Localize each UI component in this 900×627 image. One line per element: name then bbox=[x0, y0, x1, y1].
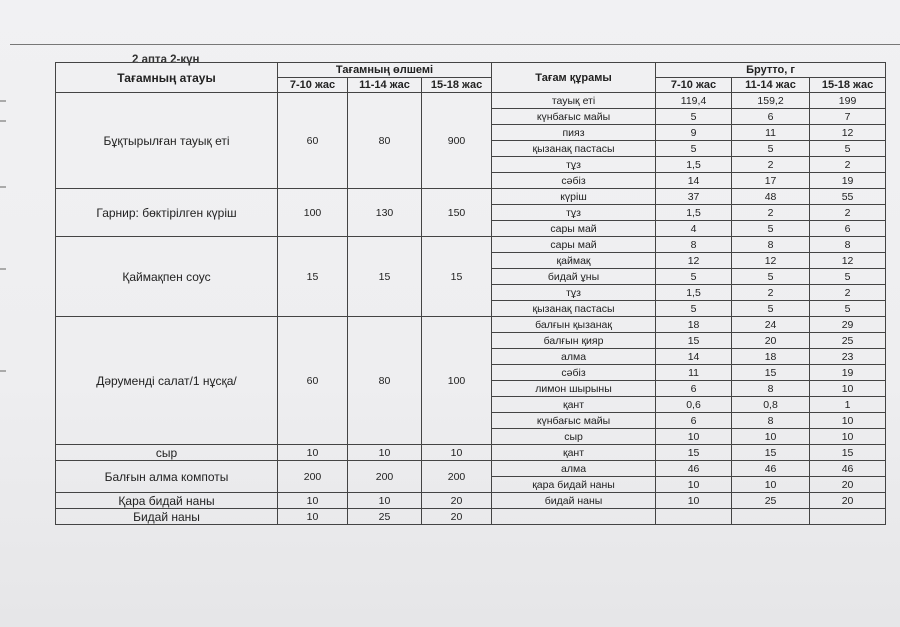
gross-value-cell: 119,4 bbox=[656, 93, 732, 109]
gross-value-cell: 15 bbox=[732, 445, 810, 461]
gross-value-cell: 8 bbox=[732, 413, 810, 429]
portion-cell: 100 bbox=[422, 317, 492, 445]
gross-value-cell: 9 bbox=[656, 125, 732, 141]
dish-name-cell: Бидай наны bbox=[56, 509, 278, 525]
gross-value-cell: 46 bbox=[732, 461, 810, 477]
ingredient-name-cell: алма bbox=[492, 349, 656, 365]
ingredient-name-cell: күріш bbox=[492, 189, 656, 205]
gross-value-cell: 10 bbox=[656, 493, 732, 509]
gross-value-cell: 10 bbox=[656, 477, 732, 493]
menu-table bbox=[55, 62, 886, 525]
dish-name-header: Тағамның атауы bbox=[56, 63, 278, 93]
gross-value-cell: 10 bbox=[810, 381, 886, 397]
gross-value-cell: 5 bbox=[656, 141, 732, 157]
gross-value-cell: 10 bbox=[810, 429, 886, 445]
gross-value-cell: 159,2 bbox=[732, 93, 810, 109]
portion-header: Тағамның өлшемі bbox=[278, 63, 492, 78]
gross-value-cell: 5 bbox=[732, 141, 810, 157]
gross-value-cell: 10 bbox=[810, 413, 886, 429]
portion-cell: 15 bbox=[422, 237, 492, 317]
gross-value-cell: 37 bbox=[656, 189, 732, 205]
gross-value-cell: 5 bbox=[810, 269, 886, 285]
gross-value-cell: 2 bbox=[810, 157, 886, 173]
gross-header: Брутто, г bbox=[656, 63, 886, 78]
ingredient-name-cell: қара бидай наны bbox=[492, 477, 656, 493]
gross-value-cell bbox=[810, 509, 886, 525]
gross-value-cell: 0,6 bbox=[656, 397, 732, 413]
ingredient-name-cell: сәбіз bbox=[492, 173, 656, 189]
gross-value-cell: 8 bbox=[732, 381, 810, 397]
dish-name-cell: Қара бидай наны bbox=[56, 493, 278, 509]
menu-table-wrapper bbox=[55, 62, 885, 525]
portion-cell: 200 bbox=[348, 461, 422, 493]
gross-value-cell: 18 bbox=[732, 349, 810, 365]
gross-value-cell: 14 bbox=[656, 349, 732, 365]
portion-cell: 200 bbox=[278, 461, 348, 493]
dish-name-cell: Дәруменді салат/1 нұсқа/ bbox=[56, 317, 278, 445]
gross-value-cell bbox=[732, 509, 810, 525]
portion-cell: 20 bbox=[422, 493, 492, 509]
gross-value-cell: 12 bbox=[810, 253, 886, 269]
ingredient-name-cell: күнбағыс майы bbox=[492, 109, 656, 125]
ingredient-name-cell: қант bbox=[492, 397, 656, 413]
ingredient-name-cell: сары май bbox=[492, 221, 656, 237]
ingredient-name-cell: сыр bbox=[492, 429, 656, 445]
gross-value-cell: 46 bbox=[810, 461, 886, 477]
gross-value-cell: 18 bbox=[656, 317, 732, 333]
gross-value-cell: 20 bbox=[810, 477, 886, 493]
gross-value-cell: 8 bbox=[656, 237, 732, 253]
gross-value-cell: 19 bbox=[810, 365, 886, 381]
portion-age-header: 7-10 жас bbox=[278, 78, 348, 93]
gross-value-cell: 55 bbox=[810, 189, 886, 205]
menu-table-body bbox=[56, 93, 886, 525]
ingredient-name-cell: бидай наны bbox=[492, 493, 656, 509]
gross-value-cell: 7 bbox=[810, 109, 886, 125]
gross-value-cell: 25 bbox=[732, 493, 810, 509]
gross-value-cell: 20 bbox=[810, 493, 886, 509]
portion-cell: 80 bbox=[348, 317, 422, 445]
gross-age-header: 11-14 жас bbox=[732, 78, 810, 93]
gross-value-cell: 5 bbox=[732, 221, 810, 237]
dish-name-cell: Гарнир: бөктірілген күріш bbox=[56, 189, 278, 237]
portion-cell: 20 bbox=[422, 509, 492, 525]
ingredient-name-cell: тауық еті bbox=[492, 93, 656, 109]
gross-value-cell: 1,5 bbox=[656, 205, 732, 221]
gross-value-cell: 2 bbox=[732, 157, 810, 173]
gross-value-cell: 6 bbox=[656, 381, 732, 397]
gross-value-cell: 5 bbox=[810, 301, 886, 317]
gross-value-cell: 19 bbox=[810, 173, 886, 189]
gross-value-cell: 25 bbox=[810, 333, 886, 349]
portion-cell: 15 bbox=[348, 237, 422, 317]
table-row bbox=[56, 461, 886, 477]
gross-value-cell: 5 bbox=[732, 301, 810, 317]
gross-value-cell: 1,5 bbox=[656, 285, 732, 301]
ingredient-name-cell: қызанақ пастасы bbox=[492, 141, 656, 157]
gross-value-cell: 15 bbox=[656, 333, 732, 349]
gross-value-cell: 5 bbox=[656, 269, 732, 285]
ingredient-name-cell: қаймақ bbox=[492, 253, 656, 269]
table-row bbox=[56, 189, 886, 205]
ingredient-name-cell: сары май bbox=[492, 237, 656, 253]
ingredient-name-cell: балғын қызанақ bbox=[492, 317, 656, 333]
dish-name-cell: сыр bbox=[56, 445, 278, 461]
gross-value-cell: 2 bbox=[810, 285, 886, 301]
gross-value-cell: 12 bbox=[810, 125, 886, 141]
portion-cell: 130 bbox=[348, 189, 422, 237]
ingredient-name-cell: қызанақ пастасы bbox=[492, 301, 656, 317]
table-row bbox=[56, 493, 886, 509]
portion-cell: 100 bbox=[278, 189, 348, 237]
composition-header: Тағам құрамы bbox=[492, 63, 656, 93]
dish-name-cell: Бұқтырылған тауық еті bbox=[56, 93, 278, 189]
portion-cell: 10 bbox=[278, 493, 348, 509]
gross-value-cell: 2 bbox=[810, 205, 886, 221]
gross-value-cell: 11 bbox=[656, 365, 732, 381]
portion-cell: 10 bbox=[348, 445, 422, 461]
gross-value-cell: 5 bbox=[656, 301, 732, 317]
portion-cell: 60 bbox=[278, 317, 348, 445]
ingredient-name-cell: қант bbox=[492, 445, 656, 461]
gross-value-cell: 46 bbox=[656, 461, 732, 477]
gross-value-cell: 10 bbox=[732, 477, 810, 493]
portion-cell: 10 bbox=[278, 509, 348, 525]
ingredient-name-cell: тұз bbox=[492, 157, 656, 173]
gross-value-cell: 15 bbox=[656, 445, 732, 461]
table-row bbox=[56, 317, 886, 333]
ingredient-name-cell: тұз bbox=[492, 285, 656, 301]
portion-cell: 200 bbox=[422, 461, 492, 493]
gross-age-header: 15-18 жас bbox=[810, 78, 886, 93]
portion-cell: 25 bbox=[348, 509, 422, 525]
portion-cell: 10 bbox=[278, 445, 348, 461]
gross-value-cell: 48 bbox=[732, 189, 810, 205]
gross-value-cell: 23 bbox=[810, 349, 886, 365]
gross-value-cell: 6 bbox=[810, 221, 886, 237]
top-rule bbox=[10, 44, 900, 45]
gross-value-cell: 6 bbox=[656, 413, 732, 429]
gross-value-cell: 2 bbox=[732, 285, 810, 301]
ingredient-name-cell: балғын қияр bbox=[492, 333, 656, 349]
portion-age-header: 11-14 жас bbox=[348, 78, 422, 93]
gross-value-cell: 199 bbox=[810, 93, 886, 109]
header-row-1 bbox=[56, 63, 886, 78]
ingredient-name-cell: сәбіз bbox=[492, 365, 656, 381]
table-row bbox=[56, 237, 886, 253]
gross-value-cell: 8 bbox=[732, 237, 810, 253]
table-row bbox=[56, 93, 886, 109]
portion-cell: 10 bbox=[348, 493, 422, 509]
portion-cell: 15 bbox=[278, 237, 348, 317]
gross-value-cell: 1,5 bbox=[656, 157, 732, 173]
gross-value-cell: 11 bbox=[732, 125, 810, 141]
gross-value-cell: 1 bbox=[810, 397, 886, 413]
ingredient-name-cell: пияз bbox=[492, 125, 656, 141]
portion-cell: 900 bbox=[422, 93, 492, 189]
gross-value-cell: 5 bbox=[810, 141, 886, 157]
dish-name-cell: Балғын алма компоты bbox=[56, 461, 278, 493]
gross-value-cell: 4 bbox=[656, 221, 732, 237]
gross-value-cell: 6 bbox=[732, 109, 810, 125]
gross-value-cell: 29 bbox=[810, 317, 886, 333]
gross-value-cell: 0,8 bbox=[732, 397, 810, 413]
gross-value-cell: 17 bbox=[732, 173, 810, 189]
gross-value-cell: 5 bbox=[732, 269, 810, 285]
gross-value-cell: 15 bbox=[732, 365, 810, 381]
gross-value-cell: 10 bbox=[732, 429, 810, 445]
portion-cell: 60 bbox=[278, 93, 348, 189]
gross-value-cell: 2 bbox=[732, 205, 810, 221]
gross-value-cell: 20 bbox=[732, 333, 810, 349]
gross-value-cell: 12 bbox=[732, 253, 810, 269]
table-row bbox=[56, 509, 886, 525]
ingredient-name-cell: лимон шырыны bbox=[492, 381, 656, 397]
portion-cell: 10 bbox=[422, 445, 492, 461]
gross-value-cell: 10 bbox=[656, 429, 732, 445]
gross-value-cell: 14 bbox=[656, 173, 732, 189]
table-row bbox=[56, 445, 886, 461]
ingredient-name-cell: алма bbox=[492, 461, 656, 477]
gross-value-cell: 8 bbox=[810, 237, 886, 253]
gross-value-cell: 5 bbox=[656, 109, 732, 125]
portion-age-header: 15-18 жас bbox=[422, 78, 492, 93]
ingredient-name-cell: күнбағыс майы bbox=[492, 413, 656, 429]
ingredient-name-cell: бидай ұны bbox=[492, 269, 656, 285]
gross-value-cell bbox=[656, 509, 732, 525]
week-day-caption: 2 апта 2-күн bbox=[132, 54, 200, 66]
portion-cell: 150 bbox=[422, 189, 492, 237]
portion-cell: 80 bbox=[348, 93, 422, 189]
ingredient-name-cell bbox=[492, 509, 656, 525]
dish-name-cell: Қаймақпен соус bbox=[56, 237, 278, 317]
gross-value-cell: 12 bbox=[656, 253, 732, 269]
gross-value-cell: 24 bbox=[732, 317, 810, 333]
ingredient-name-cell: тұз bbox=[492, 205, 656, 221]
gross-age-header: 7-10 жас bbox=[656, 78, 732, 93]
gross-value-cell: 15 bbox=[810, 445, 886, 461]
